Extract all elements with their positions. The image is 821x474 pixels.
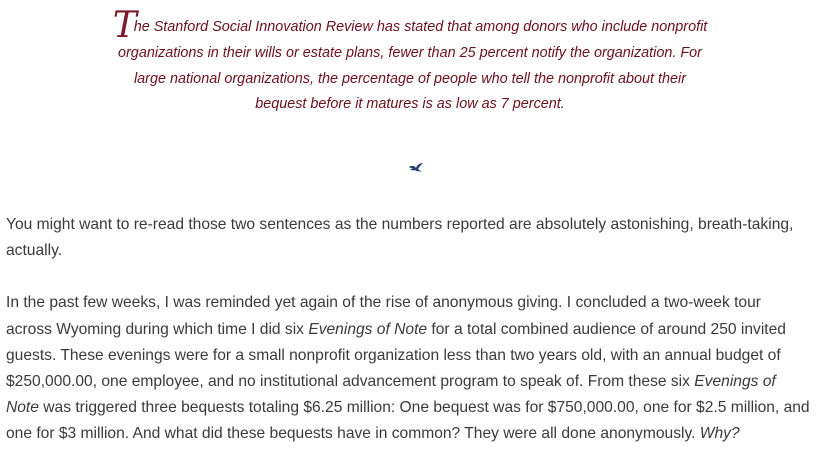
bird-ornament-icon [407, 158, 425, 176]
article-body [6, 212, 810, 474]
paragraph-text: In the past few weeks, I was reminded yet again of the rise of anonymous giving. I concluded a two-week tour across Wyoming during which time I did six [6, 294, 761, 338]
paragraph-reread: You might want to re-read those two sentences as the numbers reported are absolutely astonishing, breath-taking, actually. [6, 216, 794, 260]
paragraph-anonymous-giving [6, 290, 810, 447]
bird-ornament-svg [407, 158, 425, 176]
evenings-of-note-title: Evenings of Note [6, 373, 776, 417]
paragraph-text: was triggered three bequests totaling $6.25 million: One bequest was for $750,000.00, one for $2.5 million, and one for $3 million. And what did these bequests have in common? They were all done anonymously. [6, 399, 810, 443]
evenings-of-note-title: Evenings of Note [308, 320, 428, 338]
pull-quote [110, 5, 710, 118]
why-question: Why? [699, 425, 740, 443]
pull-quote-text: he Stanford Social Innovation Review has stated that among donors who include nonprofit organizations in their wills or estate plans, fewer than 25 percent notify the organization. For large national organizations, the percentage of people who tell the nonprofit about their bequest before it matures is as low as 7 percent. [118, 19, 708, 113]
paragraph-text: for a total combined audience of around 250 invited guests. These evenings were for a small nonprofit organization less than two years old, with an annual budget of $250,000.00, one employee, and no institutional advancement program to speak of. From these six [6, 320, 786, 391]
drop-cap: T [112, 5, 137, 46]
